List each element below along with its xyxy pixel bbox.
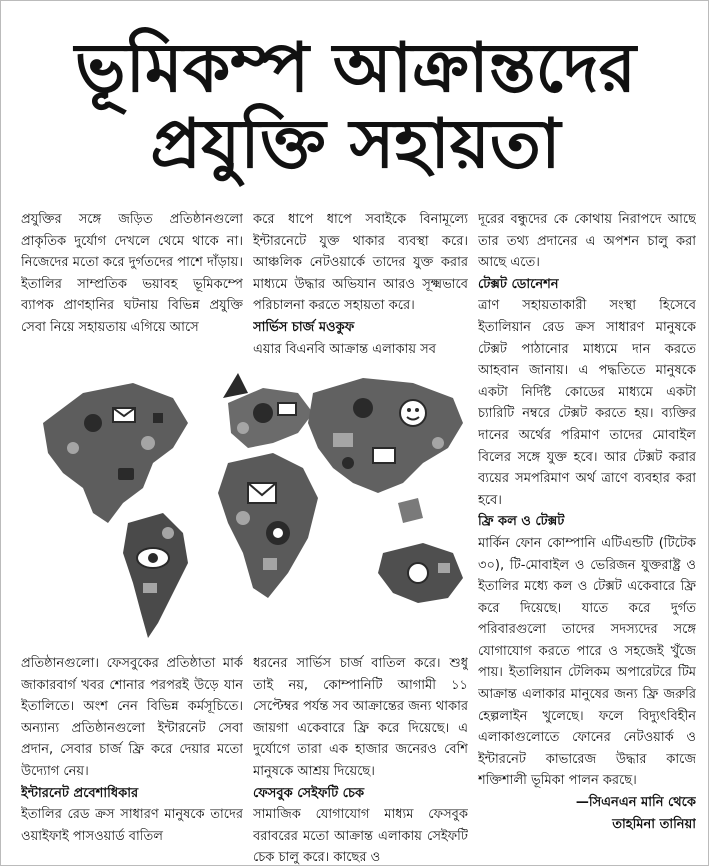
subheading-internet-access: ইন্টারনেট প্রবেশাধিকার bbox=[21, 785, 139, 801]
column-2-top bbox=[253, 209, 468, 353]
paragraph-intro: প্রযুক্তির সঙ্গে জড়িত প্রতিষ্ঠানগুলো প্রাকৃতিক দুর্যোগ দেখলে থেমে থাকে না। নিজেদের মতো করে দুর্গতদের পাশে দাঁড়ায়। ইতালির সাম্প্রতিক ভয়াবহ ভূমিকম্পে ব্যাপক প্রাণহানির ঘটনায় বিভিন্ন প্রযুক্তি সেবা নিয়ে সহায়তায় এগিয়ে আসে bbox=[21, 212, 243, 335]
paragraph-facebook-safety-check: সামাজিক যোগাযোগ মাধ্যম ফেসবুক বরাবরের মতো আক্রান্ত এলাকায় সেইফটি চেক চালু করে। কাছের ও bbox=[253, 807, 468, 865]
paragraph-service-charge: এয়ার বিএনবি আক্রান্ত এলাকায় সব bbox=[253, 341, 437, 353]
subheading-service-charge: সার্ভিস চার্জ মওকুফ bbox=[253, 319, 355, 335]
paragraph-free-call: মার্কিন ফোন কোম্পানি এটিএন্ডটি (টিটেক ৩০), টি-মোবাইল ও ভেরিজন যুক্তরাষ্ট্র ও ইতালির মধ্যে কল ও টেক্সট একেবারে ফ্রি করে দিয়েছে। যাতে করে দুর্গত পরিবারগুলো তাদের সদস্যদের সঙ্গে যোগাযোগ করতে পারে ও সহজেই খুঁজে পায়। ইতালিয়ান টেলিকম অপারেটরে টিম আক্রান্ত এলাকার মানুষের জন্য ফ্রি জরুরি হেল্পলাইন খুলেছে। ফলে বিদ্যুৎবিহীন এলাকাগুলোতে ফোনের নেটওয়ার্ক ও ইন্টারনেট কাভারেজ উদ্ধার কাজে শক্তিশালী ভূমিকা পালন করছে। bbox=[478, 535, 696, 789]
column-1-top bbox=[21, 209, 243, 353]
paragraph-text-donation: ত্রাণ সহায়তাকারী সংস্থা হিসেবে ইতালিয়ান রেড ক্রস সাধারণ মানুষকে টেক্সট পাঠানোর মাধ্যমে দান করতে আহবান জানায়। এ পদ্ধতিতে মানুষকে একটা নির্দিষ্ট কোডের মাধ্যমে একটা চ্যারিটি নম্বরে টেক্সট করতে হয়। ব্যক্তির দানের অর্থের পরিমাণ তাদের মোবাইল বিলের সঙ্গে যুক্ত হবে। আর টেক্সট করার ব্যয়ের সমপরিমাণ অর্থ ত্রাণে ব্যবহার করা হবে। bbox=[478, 298, 696, 508]
paragraph-organizations: প্রতিষ্ঠানগুলো। ফেসবুকের প্রতিষ্ঠাতা মার্ক জাকারবার্গ খবর শোনার পরপরই উড়ে যান ইতালিতে। অংশ নেন বিভিন্ন কর্মসূচিতে। অন্যান্য প্রতিষ্ঠানগুলো ইন্টারনেট সেবা প্রদান, সেবার চার্জ ফ্রি করে দেয়ার মতো উদ্যোগ নেয়। bbox=[21, 656, 243, 779]
headline bbox=[1, 31, 709, 183]
continent-europe-icon bbox=[223, 373, 313, 448]
continent-australia-icon bbox=[378, 498, 463, 603]
continent-africa-icon bbox=[218, 453, 318, 598]
column-1-bottom bbox=[21, 653, 243, 865]
column-3 bbox=[478, 209, 696, 861]
paragraph-internet-access: ইতালির রেড ক্রস সাধারণ মানুষকে তাদের ওয়াইফাই পাসওয়ার্ড বাতিল bbox=[21, 807, 243, 844]
subheading-free-call: ফ্রি কল ও টেক্সট bbox=[478, 514, 565, 530]
author-source: —সিএনএন মানি থেকে bbox=[575, 795, 696, 811]
paragraph-internet-continued: করে ধাপে ধাপে সবাইকে বিনামূল্যে ইন্টারনেটে যুক্ত থাকার ব্যবস্থা করে। আঞ্চলিক নেটওয়ার্কে তাদের যুক্ত করার মাধ্যমে উদ্ধার অভিযান আরও সূক্ষ্মভাবে পরিচালনা করতে সহায়তা করে। bbox=[253, 212, 468, 314]
headline-line-2: প্রযুক্তি সহায়তা bbox=[150, 105, 561, 185]
world-map-social-icons bbox=[23, 353, 471, 641]
column-2-bottom bbox=[253, 653, 468, 865]
continent-asia-icon bbox=[308, 378, 463, 493]
headline-line-1: ভূমিকম্প আক্রান্তদের bbox=[74, 29, 637, 108]
subheading-facebook-safety-check: ফেসবুক সেইফটি চেক bbox=[253, 785, 365, 801]
author-name: তাহমিনা তানিয়া bbox=[612, 816, 696, 832]
continent-south-america-icon bbox=[123, 513, 188, 638]
paragraph-safety-continued: দূরের বন্ধুদের কে কোথায় নিরাপদে আছে তার তথ্য প্রদানের এ অপশন চালু করা আছে এতে। bbox=[478, 212, 696, 271]
paragraph-service-continued: ধরনের সার্ভিস চার্জ বাতিল করে। শুধু তাই নয়, কোম্পানিটি আগামী ১১ সেপ্টেম্বর পর্যন্ত সব আক্রান্তের জন্য থাকার জায়গা একেবারে ফ্রি করে দিয়েছে। এ দুর্যোগে তারা এক হাজার জনেরও বেশি মানুষকে আশ্রয় দিয়েছে। bbox=[253, 656, 468, 779]
continent-north-america-icon bbox=[43, 383, 188, 523]
subheading-text-donation: টেক্সট ডোনেশন bbox=[478, 276, 559, 292]
